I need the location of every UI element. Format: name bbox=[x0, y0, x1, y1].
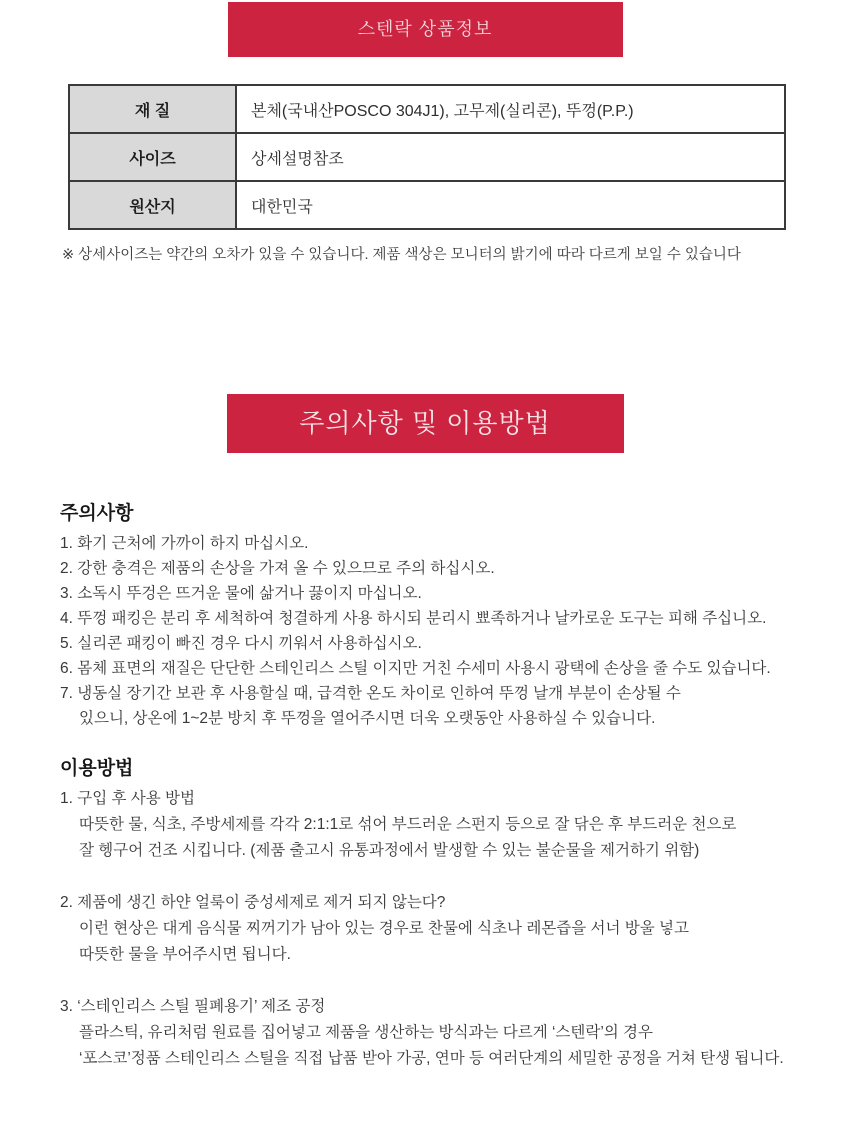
caution-item-7: 7. 냉동실 장기간 보관 후 사용할실 때, 급격한 온도 차이로 인하여 뚜껑 날개 부분이 손상될 수 bbox=[60, 685, 681, 702]
cautions-heading: 주의사항 bbox=[60, 503, 134, 524]
usage-item-2 bbox=[60, 890, 810, 968]
caution-usage-banner-label: 주의사항 및 이용방법 bbox=[299, 408, 551, 438]
usage-item-1-title: 1. 구입 후 사용 방법 bbox=[60, 790, 195, 807]
caution-item-3: 3. 소독시 뚜겅은 뜨거운 물에 삶거나 끓이지 마십니오. bbox=[60, 585, 422, 602]
caution-item-6: 6. 몸체 표면의 재질은 단단한 스테인리스 스틸 이지만 거친 수세미 사용시 광택에 손상을 줄 수도 있습니다. bbox=[60, 660, 771, 677]
table-row bbox=[69, 85, 785, 133]
caution-item-1: 1. 화기 근처에 가까이 하지 마십시오. bbox=[60, 535, 309, 552]
caution-usage-banner bbox=[227, 394, 624, 453]
caution-item-5: 5. 실리콘 패킹이 빠진 경우 다시 끼워서 사용하십시오. bbox=[60, 635, 422, 652]
caution-item-7-continued: 있으니, 상온에 1~2분 방치 후 뚜껑을 열어주시면 더욱 오랫동안 사용하실 수 있습니다. bbox=[79, 710, 656, 727]
usage-item-3 bbox=[60, 994, 810, 1072]
spec-label-origin: 원산지 bbox=[69, 181, 236, 229]
caution-item-4: 4. 뚜껑 패킹은 분리 후 세척하여 청결하게 사용 하시되 분리시 뾰족하거나 날카로운 도구는 피해 주십니오. bbox=[60, 610, 767, 627]
usage-item-2-line1: 이런 현상은 대게 음식물 찌꺼기가 남아 있는 경우로 찬물에 식초나 레몬즙을 서너 방울 넣고 bbox=[79, 920, 689, 937]
product-info-banner-label: 스텐락 상품정보 bbox=[357, 19, 493, 39]
usage-item-1 bbox=[60, 786, 810, 864]
caution-item-2: 2. 강한 충격은 제품의 손상을 가져 올 수 있으므로 주의 하십시오. bbox=[60, 560, 495, 577]
spec-value-size: 상세설명참조 bbox=[236, 133, 785, 181]
spec-label-material: 재 질 bbox=[69, 85, 236, 133]
usage-item-2-title: 2. 제품에 생긴 하얀 얼룩이 중성세제로 제거 되지 않는다? bbox=[60, 894, 446, 911]
size-disclaimer-note: ※ 상세사이즈는 약간의 오차가 있을 수 있습니다. 제품 색상은 모니터의 밝기에 따라 다르게 보일 수 있습니다 bbox=[62, 247, 741, 263]
usage-item-3-title: 3. ‘스테인리스 스틸 필폐용기’ 제조 공정 bbox=[60, 998, 326, 1015]
usage-item-1-line1: 따뜻한 물, 식초, 주방세제를 각각 2:1:1로 섞어 부드러운 스펀지 등으로 잘 닦은 후 부드러운 천으로 bbox=[79, 816, 737, 833]
table-row bbox=[69, 133, 785, 181]
spec-value-origin: 대한민국 bbox=[236, 181, 785, 229]
product-info-banner bbox=[228, 2, 623, 57]
usage-item-1-line2: 잘 헹구어 건조 시킵니다. (제품 출고시 유통과정에서 발생할 수 있는 불순물을 제거하기 위함) bbox=[79, 842, 700, 859]
spec-value-material: 본체(국내산POSCO 304J1), 고무제(실리콘), 뚜껑(P.P.) bbox=[236, 85, 785, 133]
usage-heading: 이용방법 bbox=[60, 758, 134, 779]
usage-section bbox=[60, 753, 810, 1072]
spec-table bbox=[68, 84, 786, 230]
table-row bbox=[69, 181, 785, 229]
usage-item-2-line2: 따뜻한 물을 부어주시면 됩니다. bbox=[79, 946, 291, 963]
usage-item-3-line1: 플라스틱, 유리처럼 원료를 집어넣고 제품을 생산하는 방식과는 다르게 ‘스텐락’의 경우 bbox=[79, 1024, 654, 1041]
spec-label-size: 사이즈 bbox=[69, 133, 236, 181]
usage-item-3-line2: ‘포스코’정품 스테인리스 스틸을 직접 납품 받아 가공, 연마 등 여러단계의 세밀한 공정을 거쳐 탄생 됩니다. bbox=[79, 1050, 784, 1067]
cautions-section bbox=[60, 498, 810, 731]
